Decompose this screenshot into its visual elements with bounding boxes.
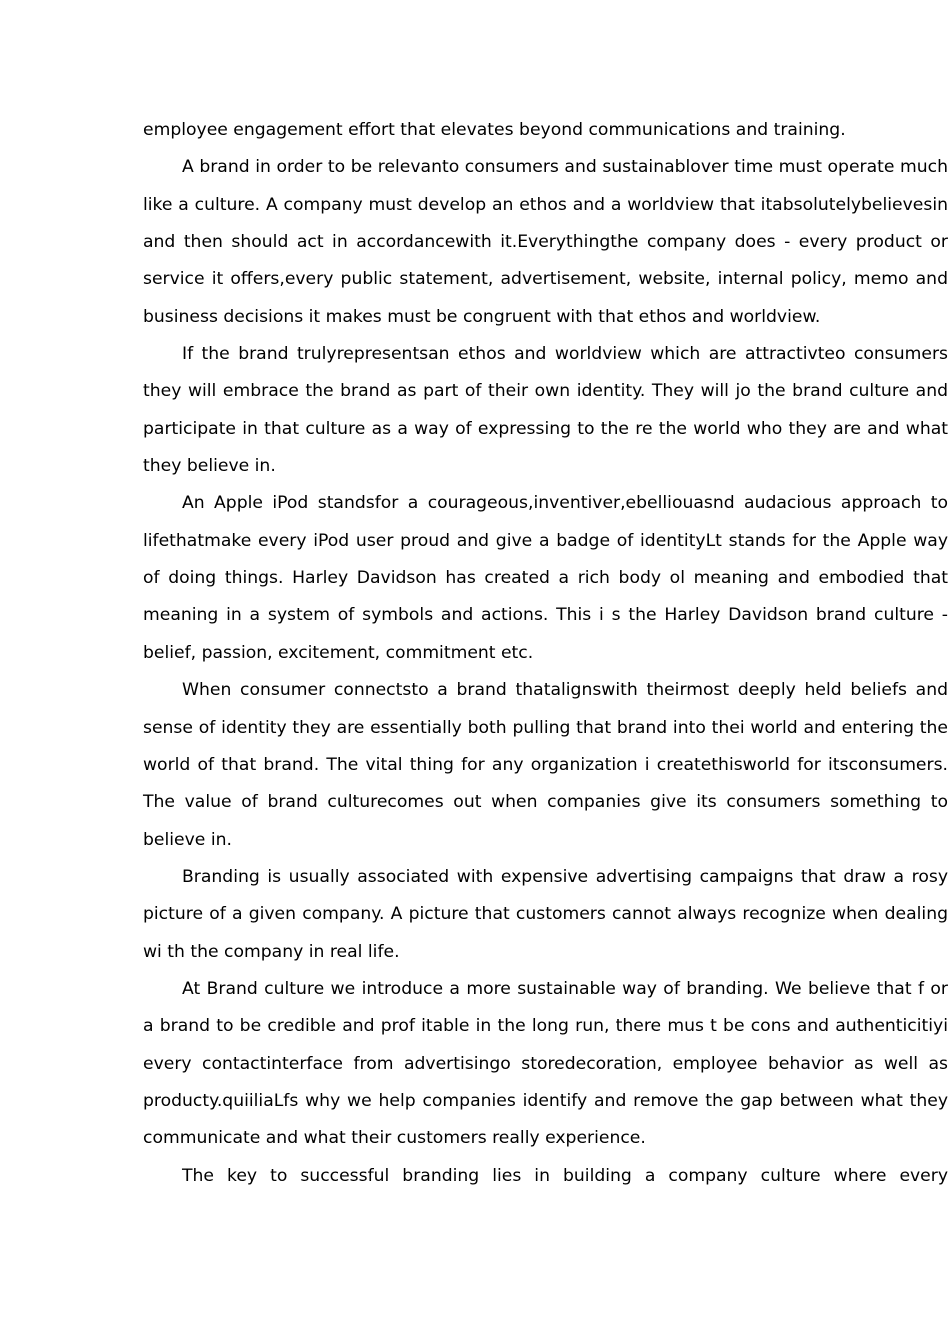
paragraph-7: At Brand culture we introduce a more sustainable way of branding. We believe that f or a brand to be credible and prof itable in the long run, there mus t be cons and authenticitiyi every contactinterface from advertisingo storedecoration, employee behavior as well as producty.quiiliaLfs why we help companies identify and remove the gap between what they communicate and what their customers really experience. [143, 978, 948, 1149]
paragraph-1: employee engagement effort that elevates beyond communications and training. [143, 120, 846, 140]
paragraph-8: The key to successful branding lies in building a company culture where every [182, 1165, 948, 1186]
paragraph-4: An Apple iPod standsfor a courageous,inventiver,ebelliouasnd audacious approach to lifethatmake every iPod user proud and give a badge of identityLt stands for the Apple way of doing things. Harley Davidson has created a rich body ol meaning and embodied that meaning in a system of symbols and actions. This i s the Harley Davidson brand culture - belief, passion, excitement, commitment etc. [143, 493, 948, 663]
document-page [143, 112, 948, 1195]
paragraph-6: Branding is usually associated with expensive advertising campaigns that draw a rosy picture of a given company. A picture that customers cannot always recognize when dealing wi th the company in real life. [143, 866, 948, 962]
paragraph-2: A brand in order to be relevanto consumers and sustainablover time must operate much like a culture. A company must develop an ethos and a worldview that itabsolutelybelievesin and then should act in accordancewith it.Everythingthe company does - every product or service it offers,every public statement, advertisement, website, internal policy, memo and business decisions it makes must be congruent with that ethos and worldview. [143, 157, 948, 327]
paragraph-3: If the brand trulyrepresentsan ethos and worldview which are attractivteo consumers they will embrace the brand as part of their own identity. They will jo the brand culture and participate in that culture as a way of expressing to the re the world who they are and what they believe in. [143, 344, 948, 477]
paragraph-5: When consumer connectsto a brand thatalignswith theirmost deeply held beliefs and sense of identity they are essentially both pulling that brand into thei world and entering the world of that brand. The vital thing for any organization i createthisworld for itsconsumers. The value of brand culturecomes out when companies give its consumers something to believe in. [143, 680, 948, 850]
